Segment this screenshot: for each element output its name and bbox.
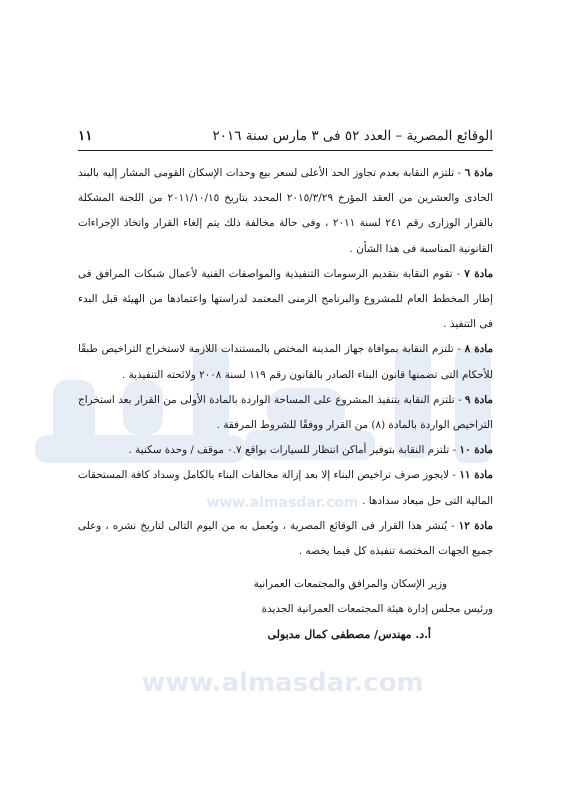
signature-minister-title: وزير الإسكان والمرافق والمجتمعات العمرانية <box>253 578 447 591</box>
article-12 <box>78 514 493 564</box>
page-header <box>78 128 493 151</box>
article-9 <box>78 388 493 438</box>
article-10 <box>78 438 493 463</box>
signature-block <box>78 572 493 647</box>
article-text: - لايجوز صرف تراخيص البناء إلا بعد إزالة مخالفات البناء بالكامل وسداد كافة المستحقات المالية التى حل ميعاد سدادها . <box>78 469 493 507</box>
article-text: - يُنشر هذا القرار فى الوقائع المصرية ، ويُعمل به من اليوم التالى لتاريخ نشره ، وعلى جميع الجهات المختصة تنفيذه كل فيما يخصه . <box>78 519 493 558</box>
article-label: مادة ٦ <box>464 167 493 179</box>
article-6 <box>78 161 493 262</box>
article-8 <box>78 337 493 387</box>
watermark-url-large: www.almasdar.com <box>141 668 424 698</box>
article-11 <box>78 463 493 513</box>
article-text: - تلتزم النقابة بتنفيذ المشروع على المساحة الواردة بالمادة الأولى من القرار بعد استخراج التراخيص الواردة بالمادة (٨) من القرار ووفقًا للشروط المرفقة . <box>78 393 493 432</box>
article-label: مادة ١١ <box>459 469 493 482</box>
watermark-url-small: www.almasdar.com <box>206 495 359 511</box>
article-text: - تلتزم النقابة بعدم تجاوز الحد الأعلى لسعر بيع وحدات الإسكان القومى المشار إليه بالبند الحادى والعشرين من العقد المؤرخ ٢٠١٥/٣/٢٩ المحدد بتاريخ ٢٠١١/١٠/١٥ من اللجنة المشكلة بالقرار الوزارى رقم ٢٤١ لسنة ٢٠١١ ، وفى حالة مخالفة ذلك يتم إلغاء القرار واتخاذ الإجراءات القانونية المناسبة فى هذا الشأن . <box>78 167 493 255</box>
article-label: مادة ٨ <box>464 343 494 356</box>
article-label: مادة ١٠ <box>459 444 493 457</box>
article-text: - تلتزم النقابة بتوفير أماكن انتظار للسيارات بواقع ٠.٧ موقف / وحدة سكنية . <box>128 444 460 457</box>
gazette-page <box>78 128 493 647</box>
article-label: مادة ٩ <box>464 393 493 406</box>
signature-name: أ.د. مهندس/ مصطفى كمال مدبولى <box>267 628 431 642</box>
signature-authority-title: ورئيس مجلس إدارة هيئة المجتمعات العمرانية الجديدة <box>261 603 493 616</box>
gazette-issue-title: الوقائع المصرية – العدد ٥٢ فى ٣ مارس سنة ٢٠١٦ <box>212 128 493 144</box>
article-label: مادة ١٢ <box>458 519 493 532</box>
article-7 <box>78 262 493 338</box>
page-number: ١١ <box>78 128 93 144</box>
article-text: - تقوم النقابة بتقديم الرسومات التنفيذية والمواصفات الفنية لأعمال شبكات المرافق فى إطار المخطط العام للمشروع والبرنامج الزمنى المعتمد لدراستها واعتمادها من الهيئة قبل البدء فى التنفيذ . <box>78 267 493 331</box>
article-text: - تلتزم النقابة بموافاة جهاز المدينة المختص بالمستندات اللازمة لاستخراج التراخيص طبقًا للأحكام التى تضمنها قانون البناء الصادر بالقانون رقم ١١٩ لسنة ٢٠٠٨ ولائحته التنفيذية . <box>78 343 493 381</box>
article-label: مادة ٧ <box>464 267 494 280</box>
